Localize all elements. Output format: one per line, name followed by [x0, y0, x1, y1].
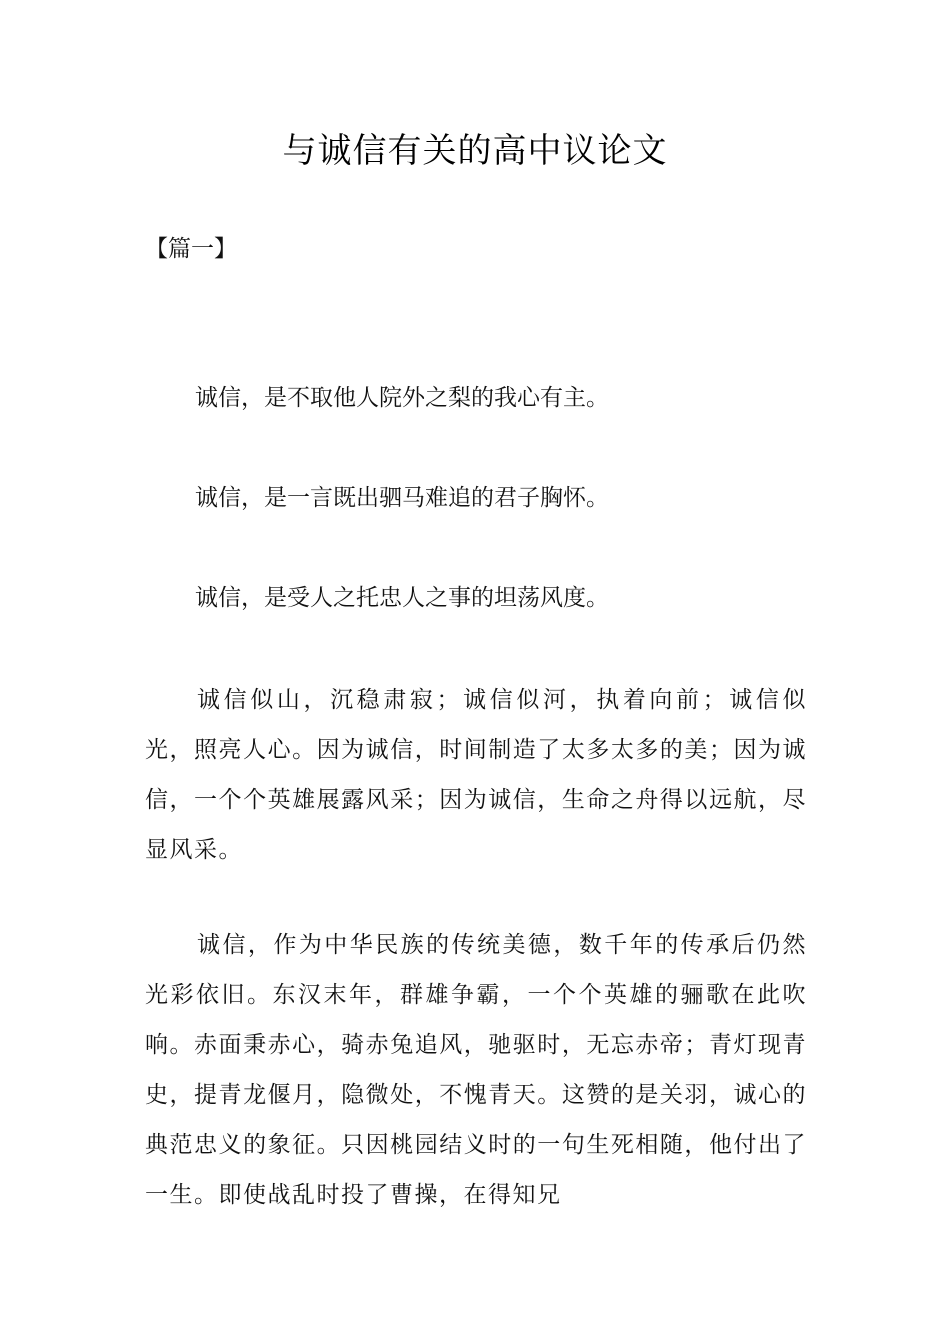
body-paragraph-1: 诚信似山，沉稳肃寂；诚信似河，执着向前；诚信似光，照亮人心。因为诚信，时间制造了太多太多的美；因为诚信，一个个英雄展露风采；因为诚信，生命之舟得以远航，尽显风采。 — [145, 687, 807, 863]
intro-line-3: 诚信，是受人之托忠人之事的坦荡风度。 — [195, 585, 609, 611]
body-paragraph-2: 诚信，作为中华民族的传统美德，数千年的传承后仍然光彩依旧。东汉末年，群雄争霸，一个个英雄的骊歌在此吹响。赤面秉赤心，骑赤兔追风，驰驱时，无忘赤帝；青灯现青史，提青龙偃月，隐微处，不愧青天。这赞的是关羽，诚心的典范忠义的象征。只因桃园结义时的一句生死相随，他付出了一生。即使战乱时投了曹操，在得知兄 — [145, 932, 807, 1208]
intro-line-1: 诚信，是不取他人院外之梨的我心有主。 — [195, 385, 609, 411]
section-label: 【篇一】 — [145, 236, 237, 262]
intro-line-2: 诚信，是一言既出驷马难追的君子胸怀。 — [195, 485, 609, 511]
document-title: 与诚信有关的高中议论文 — [282, 131, 668, 171]
